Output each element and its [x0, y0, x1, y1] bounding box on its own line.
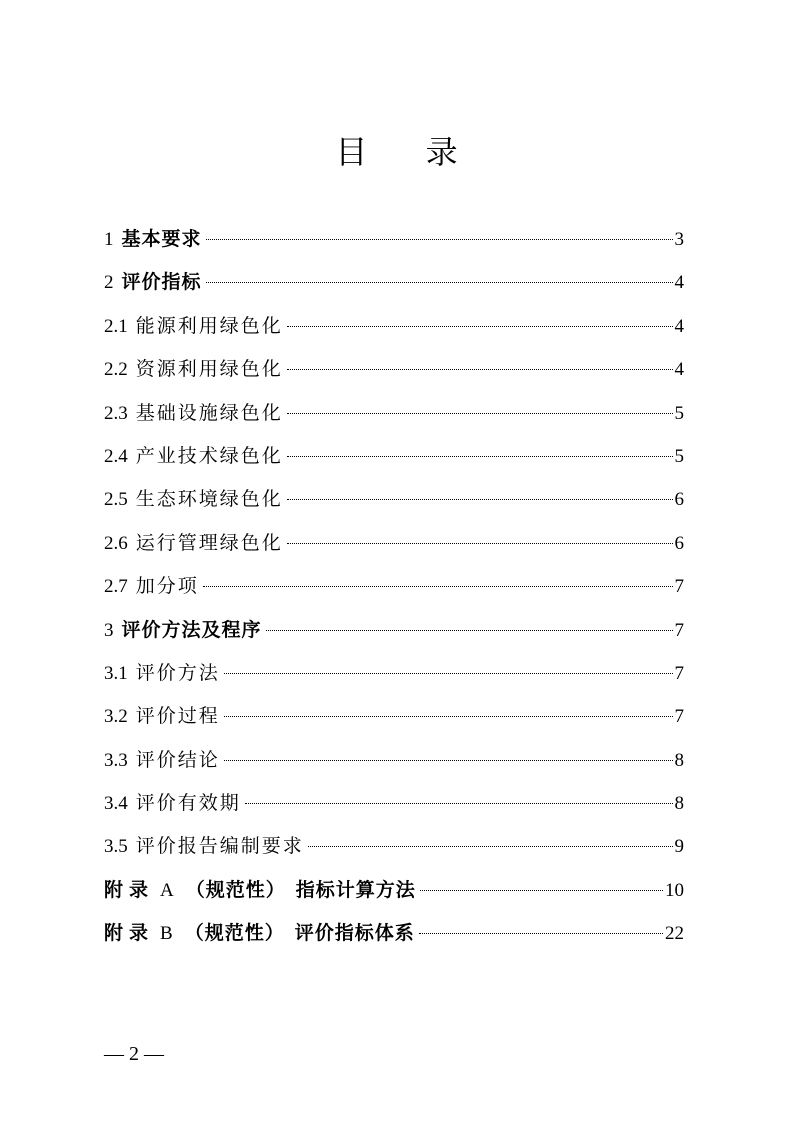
toc-entry-number: 3.1 — [104, 662, 128, 684]
page-title: 目 录 — [335, 133, 482, 171]
toc-entry-title: 评价结论 — [135, 748, 220, 771]
toc-dot-leader — [224, 760, 673, 761]
toc-entry[interactable] — [104, 392, 684, 435]
toc-entry-number: 附录 — [104, 879, 155, 901]
toc-entry-number: 3.4 — [104, 793, 128, 815]
appendix-type: （规范性） — [185, 878, 286, 901]
toc-entry[interactable] — [104, 348, 684, 391]
toc-entry[interactable] — [104, 522, 684, 565]
toc-entry[interactable] — [104, 609, 684, 652]
toc-entry-title: 评价有效期 — [135, 792, 241, 815]
toc-entry-title: 评价指标 — [121, 271, 202, 294]
toc-entry-page: 6 — [674, 489, 684, 511]
toc-entry-page: 10 — [665, 879, 684, 901]
toc-entry-number: 2.5 — [104, 489, 128, 511]
toc-entry-number: 3.3 — [104, 749, 128, 771]
toc-entry-appendix[interactable] — [104, 912, 684, 955]
toc-entry-number: 2.1 — [104, 315, 128, 337]
toc-dot-leader — [287, 413, 673, 414]
toc-dot-leader — [203, 586, 673, 587]
toc-entry[interactable] — [104, 565, 684, 608]
toc-entry-page: 22 — [665, 923, 684, 945]
toc-entry-page: 4 — [674, 272, 684, 294]
toc-dot-leader — [287, 543, 673, 544]
toc-entry-title: 评价报告编制要求 — [135, 835, 304, 858]
toc-entry-number: 2.3 — [104, 402, 128, 424]
toc-dot-leader — [287, 499, 673, 500]
toc-entry-page: 7 — [674, 576, 684, 598]
toc-dot-leader — [224, 716, 673, 717]
toc-dot-leader — [206, 282, 673, 283]
toc-entry-title: 加分项 — [135, 575, 199, 598]
appendix-letter: B — [160, 923, 173, 945]
toc-entry[interactable] — [104, 652, 684, 695]
toc-entry-number: 附录 — [104, 923, 155, 945]
toc-entry-page: 5 — [674, 402, 684, 424]
toc-entry[interactable] — [104, 695, 684, 738]
toc-dot-leader — [287, 456, 673, 457]
toc-entry-number: 2.7 — [104, 576, 128, 598]
table-of-contents — [104, 218, 684, 956]
toc-entry-number: 2.4 — [104, 445, 128, 467]
toc-entry-title: 指标计算方法 — [295, 878, 416, 901]
toc-entry-page: 5 — [674, 445, 684, 467]
toc-entry-page: 6 — [674, 532, 684, 554]
toc-dot-leader — [224, 673, 673, 674]
toc-entry-title: 评价方法及程序 — [121, 618, 262, 641]
toc-entry-number: 3 — [104, 619, 114, 641]
toc-entry-title: 评价过程 — [135, 705, 220, 728]
toc-entry-number: 2.6 — [104, 532, 128, 554]
toc-entry-title: 产业技术绿色化 — [135, 444, 283, 467]
toc-dot-leader — [266, 630, 673, 631]
toc-entry-page: 9 — [674, 836, 684, 858]
toc-entry[interactable] — [104, 739, 684, 782]
toc-dot-leader — [308, 846, 673, 847]
toc-entry-page: 8 — [674, 793, 684, 815]
toc-entry[interactable] — [104, 218, 684, 261]
toc-entry-page: 3 — [674, 229, 684, 250]
toc-dot-leader — [419, 933, 663, 934]
toc-entry-title: 运行管理绿色化 — [135, 531, 283, 554]
toc-entry-page: 8 — [674, 749, 684, 771]
toc-entry-title: 基础设施绿色化 — [135, 401, 283, 424]
toc-entry-page: 7 — [674, 619, 684, 641]
toc-entry[interactable] — [104, 825, 684, 868]
toc-entry-title: 基本要求 — [121, 228, 202, 250]
toc-entry-title: 评价指标体系 — [294, 922, 415, 945]
toc-entry-page: 7 — [674, 706, 684, 728]
toc-entry-number: 3.5 — [104, 836, 128, 858]
toc-dot-leader — [287, 369, 673, 370]
page-number-footer: — 2 — — [104, 1043, 164, 1065]
toc-entry-title: 评价方法 — [135, 661, 220, 684]
toc-entry-page: 4 — [674, 315, 684, 337]
toc-entry-appendix[interactable] — [104, 869, 684, 912]
toc-entry[interactable] — [104, 435, 684, 478]
toc-entry[interactable] — [104, 305, 684, 348]
toc-entry-number: 3.2 — [104, 706, 128, 728]
toc-entry-number: 2 — [104, 272, 114, 294]
toc-entry-title: 能源利用绿色化 — [135, 314, 283, 337]
toc-entry[interactable] — [104, 782, 684, 825]
appendix-type: （规范性） — [184, 922, 285, 945]
toc-entry-number: 2.2 — [104, 359, 128, 381]
toc-dot-leader — [245, 803, 673, 804]
toc-entry-number: 1 — [104, 229, 114, 250]
toc-dot-leader — [206, 239, 673, 240]
toc-entry[interactable] — [104, 261, 684, 304]
toc-entry[interactable] — [104, 478, 684, 521]
toc-entry-page: 7 — [674, 662, 684, 684]
toc-entry-title: 生态环境绿色化 — [135, 488, 283, 511]
toc-entry-title: 资源利用绿色化 — [135, 358, 283, 381]
appendix-letter: A — [160, 879, 174, 901]
toc-dot-leader — [420, 890, 663, 891]
toc-entry-page: 4 — [674, 359, 684, 381]
toc-dot-leader — [287, 326, 673, 327]
